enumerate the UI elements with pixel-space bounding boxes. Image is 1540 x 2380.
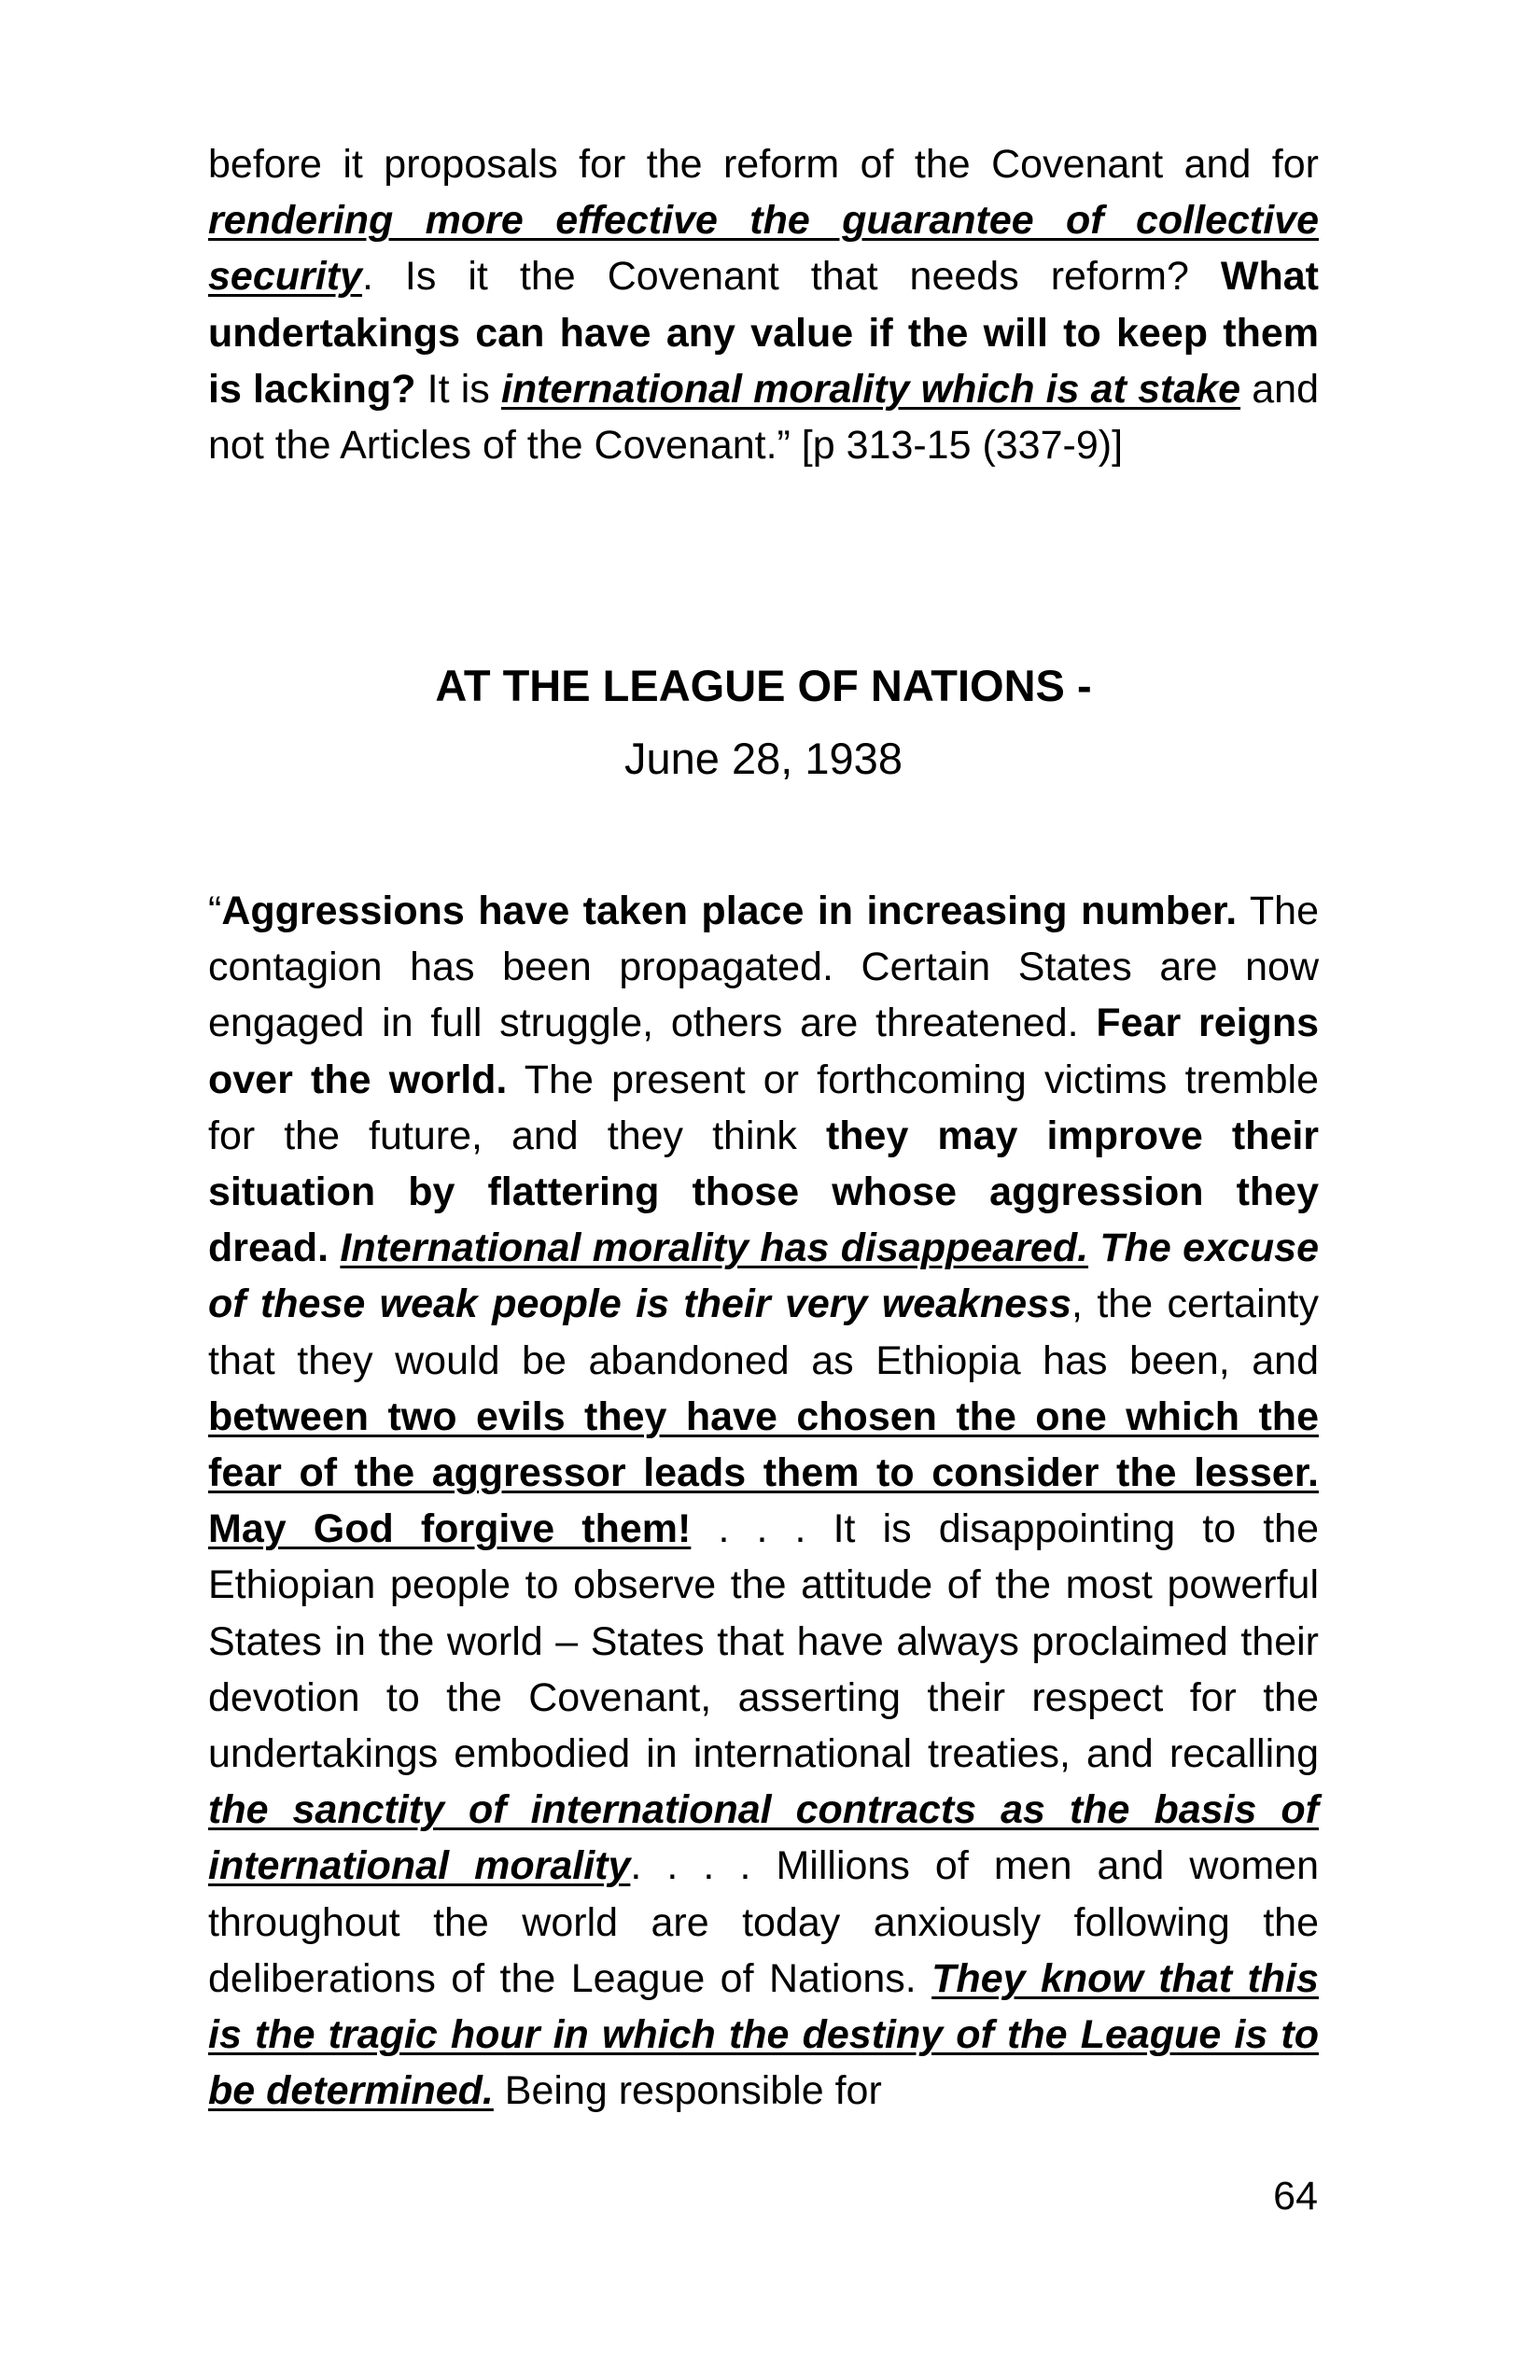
emphasis-tragic-hour: They know that this is the tragic hour in which the destiny of the League is to be determined.	[208, 1955, 1319, 2114]
paragraph-covenant-reform	[208, 136, 1319, 473]
emphasis-undertakings: What undertakings can have any value if the will to keep them is lacking?	[208, 254, 1319, 412]
text-run: and not the Articles of the Covenant.” [p 313-15 (337-9)]	[208, 366, 1319, 469]
text-run: The contagion has been propagated. Certain States are now engaged in full struggle, others are threatened.	[208, 889, 1320, 1046]
page-number: 64	[1273, 2174, 1318, 2219]
text-run: . . . . Millions of men and women throughout the world are today anxiously following the deliberations of the League of Nations.	[208, 1843, 1319, 2001]
text-run: , the certainty that they would be abandoned as Ethiopia has been, and	[208, 1281, 1319, 1383]
emphasis-international-morality: international morality which is at stake	[500, 366, 1241, 412]
section-heading-date: June 28, 1938	[624, 734, 903, 783]
text-run	[1088, 1225, 1099, 1270]
emphasis-morality-disappeared: International morality has disappeared.	[340, 1225, 1089, 1271]
text-run: . Is it the Covenant that needs reform?	[361, 254, 1221, 300]
paragraph-league-speech	[208, 883, 1319, 2119]
emphasis-sanctity: the sanctity of international contracts as the basis of international morality	[208, 1787, 1319, 1889]
text-run	[329, 1225, 340, 1270]
text-run: . . . It is disappointing to the Ethiopian people to observe the attitude of the most powerful States in the world – States that have always proclaimed their devotion to the Covenant, asserting their respect for the undertakings embodied in international treaties, and recalling	[208, 1506, 1319, 1777]
text-run: Being responsible for	[493, 2068, 882, 2114]
section-heading-title: AT THE LEAGUE OF NATIONS -	[435, 661, 1092, 710]
emphasis-aggressions: Aggressions have taken place in increasing number.	[221, 889, 1238, 933]
emphasis-flattering: they may improve their situation by flattering those whose aggression they dread.	[208, 1113, 1320, 1271]
emphasis-excuse: The excuse of these weak people is their very weakness	[208, 1225, 1320, 1327]
text-run: “	[208, 889, 222, 933]
emphasis-two-evils: between two evils they have chosen the one which the fear of the aggressor leads them to consider the lesser. May God forgive them!	[208, 1393, 1319, 1552]
emphasis-fear: Fear reigns over the world.	[208, 1001, 1319, 1102]
emphasis-collective-security: rendering more effective the guarantee of collective security	[208, 198, 1319, 300]
text-run: before it proposals for the reform of the Covenant and for	[208, 142, 1319, 187]
text-run: The present or forthcoming victims tremble for the future, and they think	[208, 1057, 1319, 1158]
text-run: It is	[415, 366, 501, 412]
